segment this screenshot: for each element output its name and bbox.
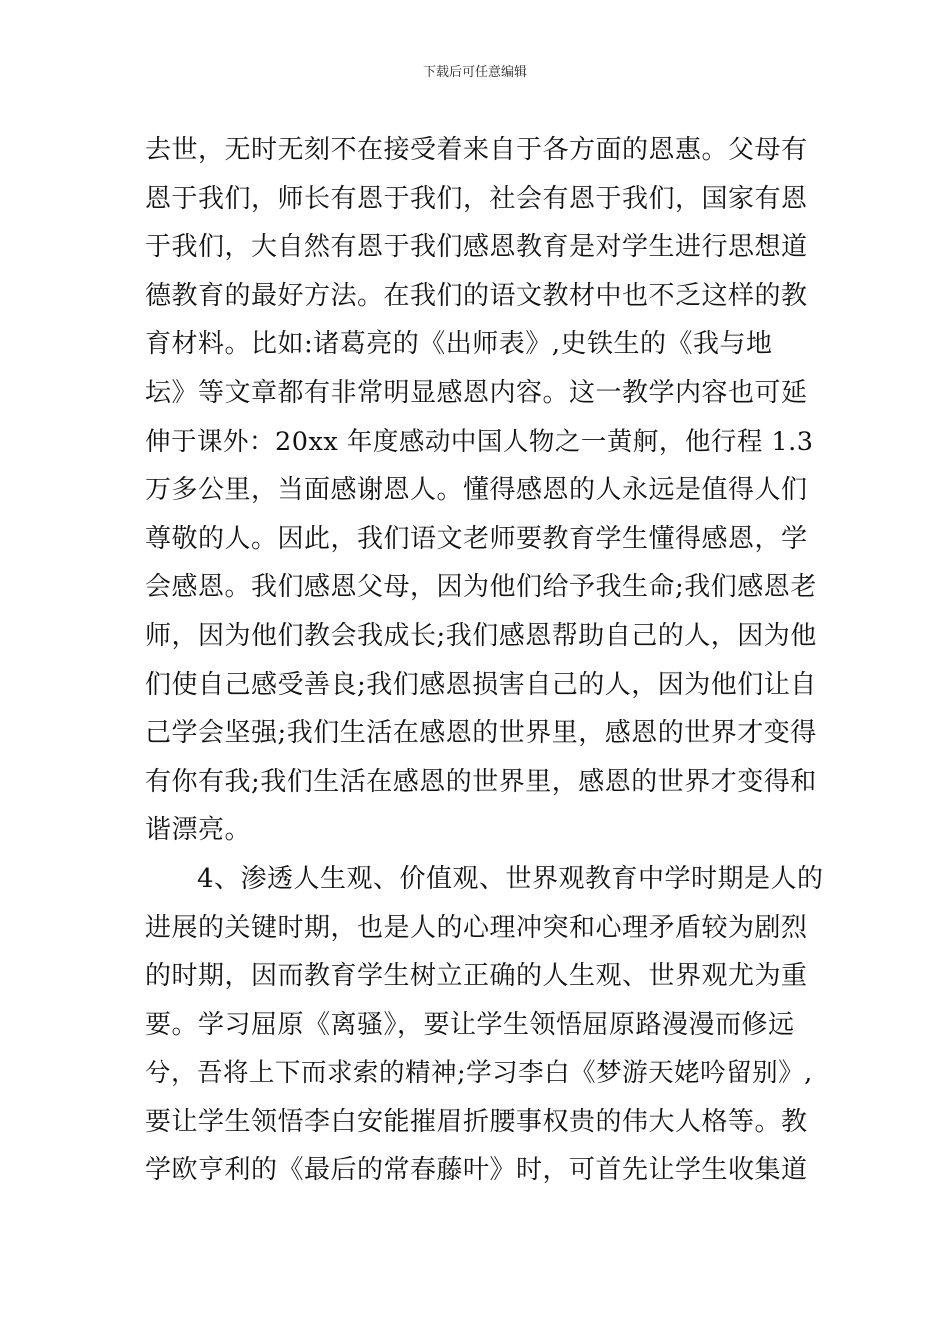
paragraph-line: 学欧亨利的《最后的常春藤叶》时，可首先让学生收集道 <box>145 1155 808 1186</box>
paragraph-line: 万多公里，当面感谢恩人。懂得感恩的人永远是值得人们 <box>145 475 808 506</box>
paragraph-line: 育材料。比如:诸葛亮的《出师表》,史铁生的《我与地 <box>145 329 773 360</box>
paragraph-line: 尊敬的人。因此，我们语文老师要教育学生懂得感恩，学 <box>145 523 808 554</box>
paragraph-line: 坛》等文章都有非常明显感恩内容。这一教学内容也可延 <box>145 377 808 408</box>
paragraph-line: 的时期，因而教育学生树立正确的人生观、世界观尤为重 <box>145 961 808 992</box>
page-header: 下载后可任意编辑 <box>422 65 527 80</box>
paragraph-line: 己学会坚强;我们生活在感恩的世界里，感恩的世界才变得 <box>145 718 817 749</box>
paragraph-line: 们使自己感受善良;我们感恩损害自己的人，因为他们让自 <box>145 669 817 700</box>
paragraph-line: 要让学生领悟李白安能摧眉折腰事权贵的伟大人格等。教 <box>145 1106 808 1137</box>
paragraph-line: 于我们，大自然有恩于我们感恩教育是对学生进行思想道 <box>145 232 808 263</box>
document-body <box>145 126 825 1195</box>
paragraph-line: 会感恩。我们感恩父母，因为他们给予我生命;我们感恩老 <box>145 572 817 603</box>
paragraph-line: 伸于课外：20xx 年度感动中国人物之一黄舸，他行程 1.3 <box>145 426 814 457</box>
paragraph-line: 4、渗透人生观、价值观、世界观教育中学时期是人的 <box>197 863 824 894</box>
paragraph-line: 德教育的最好方法。在我们的语文教材中也不乏这样的教 <box>145 280 808 311</box>
paragraph-line: 谐漂亮。 <box>145 815 252 846</box>
paragraph-line: 恩于我们，师长有恩于我们，社会有恩于我们，国家有恩 <box>145 183 808 214</box>
paragraph-line: 有你有我;我们生活在感恩的世界里，感恩的世界才变得和 <box>145 766 817 797</box>
paragraph-line: 进展的关键时期，也是人的心理冲突和心理矛盾较为剧烈 <box>145 912 808 943</box>
paragraph-line: 师，因为他们教会我成长;我们感恩帮助自己的人，因为他 <box>145 620 817 651</box>
paragraph-line: 兮，吾将上下而求索的精神;学习李白《梦游天姥吟留别》, <box>145 1058 813 1089</box>
paragraph-line: 去世，无时无刻不在接受着来自于各方面的恩惠。父母有 <box>145 135 808 165</box>
paragraph-line: 要。学习屈原《离骚》，要让学生领悟屈原路漫漫而修远 <box>145 1009 795 1040</box>
